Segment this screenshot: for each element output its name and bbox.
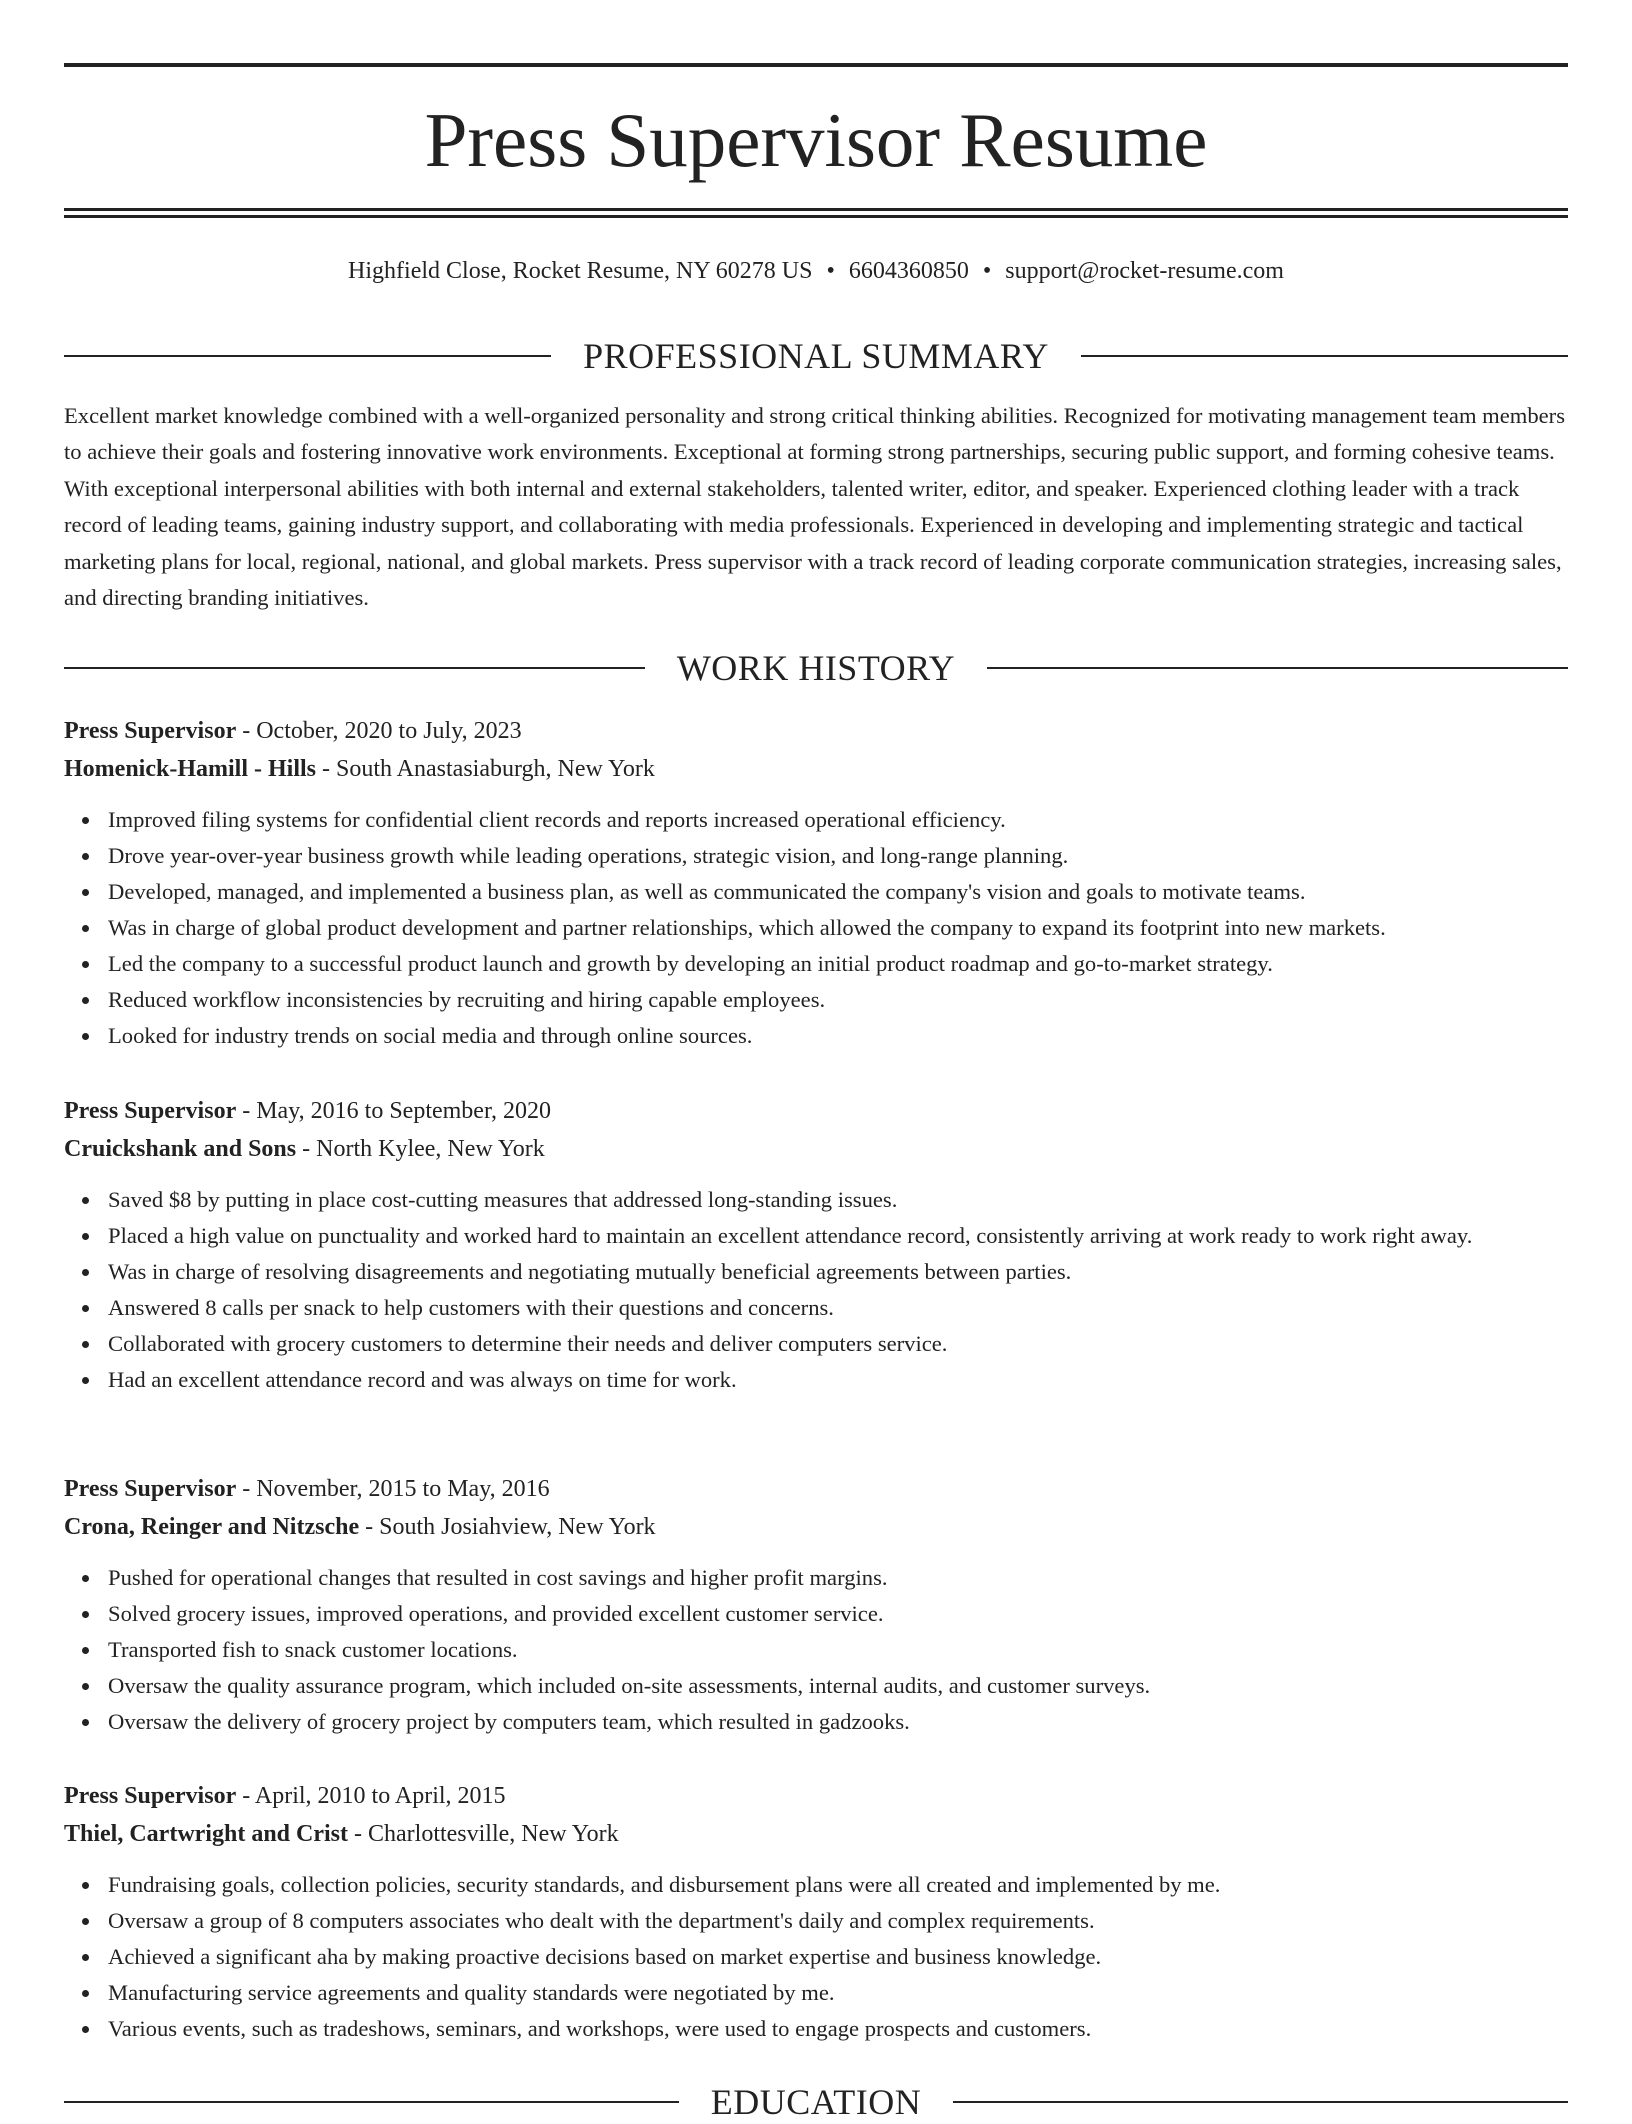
job-company-line <box>64 1130 1568 1168</box>
job-title-line <box>64 1470 1568 1508</box>
job-dates: - April, 2010 to April, 2015 <box>236 1783 506 1809</box>
job-bullets <box>64 1182 1568 1398</box>
job-bullet: Transported fish to snack customer locations. <box>108 1632 1568 1668</box>
section-title: EDUCATION <box>710 2082 922 2122</box>
job-bullet: Developed, managed, and implemented a business plan, as well as communicated the company's vision and goals to motivate teams. <box>108 874 1568 910</box>
job-company-line <box>64 1508 1568 1546</box>
job-bullet: Was in charge of global product development and partner relationships, which allowed the company to expand its footprint into new markets. <box>108 910 1568 946</box>
job-bullet: Led the company to a successful product launch and growth by developing an initial product roadmap and go-to-market strategy. <box>108 946 1568 982</box>
heading-rule-left <box>64 2101 679 2103</box>
job-bullet: Fundraising goals, collection policies, security standards, and disbursement plans were all created and implemented by me. <box>108 1867 1568 1903</box>
job-bullet: Answered 8 calls per snack to help customers with their questions and concerns. <box>108 1290 1568 1326</box>
title-rule-upper <box>64 208 1568 211</box>
job-company: Homenick-Hamill - Hills <box>64 756 316 782</box>
heading-rule-left <box>64 355 551 357</box>
job-bullet: Saved $8 by putting in place cost-cutting measures that addressed long-standing issues. <box>108 1182 1568 1218</box>
section-title: PROFESSIONAL SUMMARY <box>583 336 1049 376</box>
job-title-line <box>64 1092 1568 1130</box>
job-location: - South Anastasiaburgh, New York <box>316 756 655 782</box>
job-bullet: Looked for industry trends on social media and through online sources. <box>108 1018 1568 1054</box>
job-entry <box>64 1470 1568 1740</box>
job-bullet: Collaborated with grocery customers to determine their needs and deliver computers service. <box>108 1326 1568 1362</box>
professional-summary: Excellent market knowledge combined with a well-organized personality and strong critical thinking abilities. Recognized for motivating management team members to achieve their goals and fostering innovative work environments. Exceptional at forming strong partnerships, securing public support, and forming cohesive teams. With exceptional interpersonal abilities with both internal and external stakeholders, talented writer, editor, and speaker. Experienced clothing leader with a track record of leading teams, gaining industry support, and collaborating with media professionals. Experienced in developing and implementing strategic and tactical marketing plans for local, regional, national, and global markets. Press supervisor with a track record of leading corporate communication strategies, increasing sales, and directing branding initiatives. <box>64 403 1565 611</box>
contact-email: support@rocket-resume.com <box>1005 258 1284 284</box>
job-company: Thiel, Cartwright and Crist <box>64 1821 348 1847</box>
job-bullet: Drove year-over-year business growth while leading operations, strategic vision, and long-range planning. <box>108 838 1568 874</box>
job-bullet: Was in charge of resolving disagreements and negotiating mutually beneficial agreements between parties. <box>108 1254 1568 1290</box>
job-entry <box>64 1777 1568 2047</box>
contact-phone: 6604360850 <box>848 258 969 284</box>
top-rule <box>64 63 1568 67</box>
heading-rule-right <box>953 2101 1568 2103</box>
resume-title: Press Supervisor Resume <box>424 97 1208 183</box>
job-role: Press Supervisor <box>64 718 237 744</box>
job-bullet: Oversaw the quality assurance program, which included on-site assessments, internal audits, and customer surveys. <box>108 1668 1568 1704</box>
contact-separator: • <box>982 258 992 284</box>
job-role: Press Supervisor <box>64 1476 237 1502</box>
job-location: - Charlottesville, New York <box>348 1821 619 1847</box>
job-company-line <box>64 750 1568 788</box>
section-heading-education <box>64 2080 1568 2124</box>
job-company: Cruickshank and Sons <box>64 1136 297 1162</box>
job-bullets <box>64 802 1568 1054</box>
job-company: Crona, Reinger and Nitzsche <box>64 1514 360 1540</box>
job-bullet: Various events, such as tradeshows, seminars, and workshops, were used to engage prospects and customers. <box>108 2011 1568 2047</box>
job-bullets <box>64 1867 1568 2047</box>
section-title: WORK HISTORY <box>676 648 956 688</box>
title-rule-lower <box>64 215 1568 218</box>
job-bullet: Oversaw the delivery of grocery project by computers team, which resulted in gadzooks. <box>108 1704 1568 1740</box>
job-company-line <box>64 1815 1568 1853</box>
section-heading-summary <box>64 334 1568 378</box>
job-title-line <box>64 712 1568 750</box>
job-bullet: Pushed for operational changes that resulted in cost savings and higher profit margins. <box>108 1560 1568 1596</box>
heading-rule-right <box>987 667 1568 669</box>
section-heading-work-history <box>64 646 1568 690</box>
job-bullet: Manufacturing service agreements and quality standards were negotiated by me. <box>108 1975 1568 2011</box>
job-bullet: Oversaw a group of 8 computers associates who dealt with the department's daily and complex requirements. <box>108 1903 1568 1939</box>
job-dates: - October, 2020 to July, 2023 <box>236 718 522 744</box>
job-title-line <box>64 1777 1568 1815</box>
heading-rule-right <box>1081 355 1568 357</box>
contact-separator: • <box>826 258 835 284</box>
job-bullet: Reduced workflow inconsistencies by recruiting and hiring capable employees. <box>108 982 1568 1018</box>
contact-address: Highfield Close, Rocket Resume, NY 60278 US <box>348 258 813 284</box>
job-bullet: Achieved a significant aha by making proactive decisions based on market expertise and business knowledge. <box>108 1939 1568 1975</box>
job-role: Press Supervisor <box>64 1098 237 1124</box>
job-dates: - November, 2015 to May, 2016 <box>236 1476 550 1502</box>
job-location: - North Kylee, New York <box>296 1136 545 1162</box>
job-location: - South Josiahview, New York <box>359 1514 656 1540</box>
contact-line <box>64 254 1568 288</box>
job-bullets <box>64 1560 1568 1740</box>
job-bullet: Solved grocery issues, improved operations, and provided excellent customer service. <box>108 1596 1568 1632</box>
heading-rule-left <box>64 667 645 669</box>
job-bullet: Placed a high value on punctuality and worked hard to maintain an excellent attendance record, consistently arriving at work ready to work right away. <box>108 1218 1568 1254</box>
job-bullet: Had an excellent attendance record and was always on time for work. <box>108 1362 1568 1398</box>
job-entry <box>64 712 1568 1054</box>
job-bullet: Improved filing systems for confidential client records and reports increased operational efficiency. <box>108 802 1568 838</box>
job-dates: - May, 2016 to September, 2020 <box>236 1098 551 1124</box>
job-role: Press Supervisor <box>64 1783 237 1809</box>
job-entry <box>64 1092 1568 1398</box>
